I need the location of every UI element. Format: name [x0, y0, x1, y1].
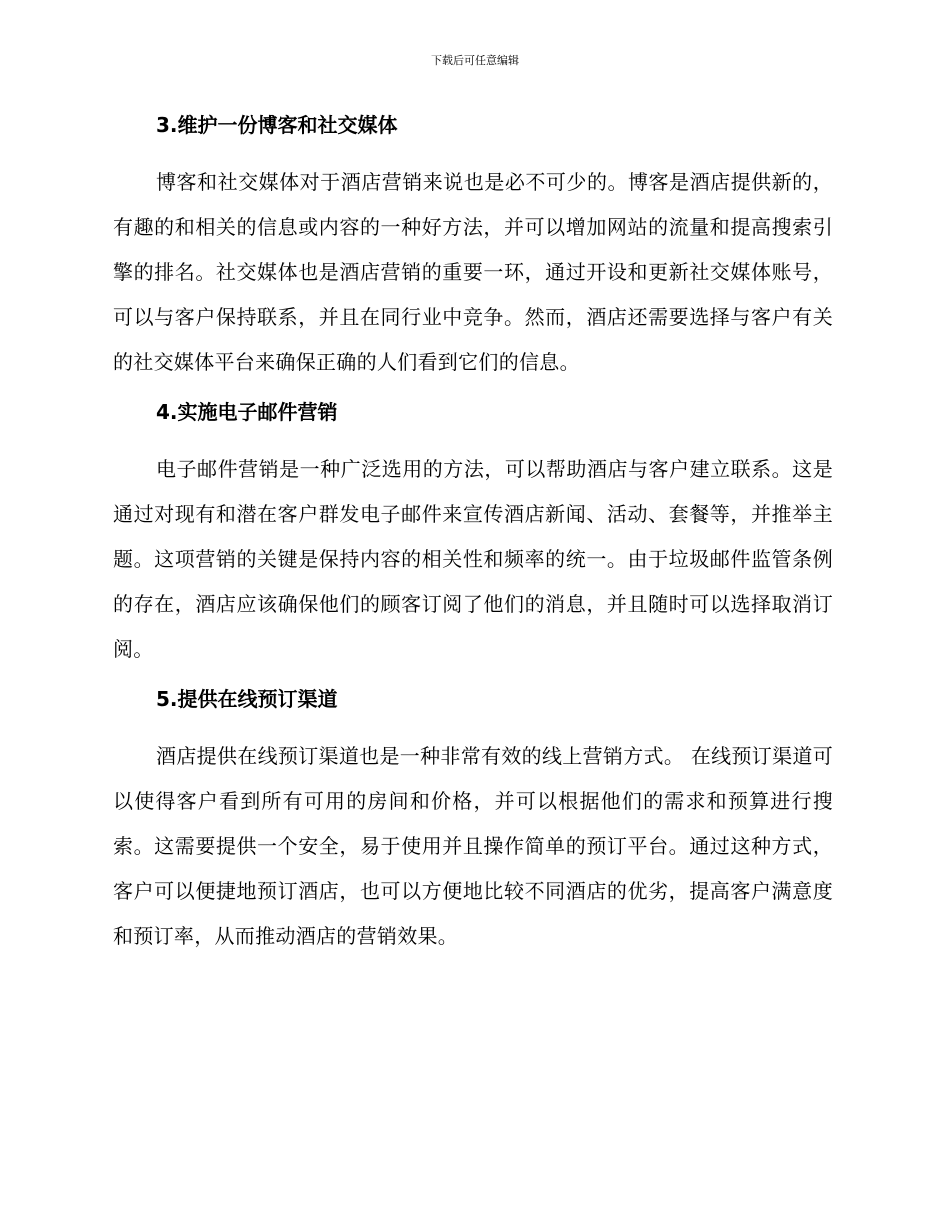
section-blog-social: [113, 110, 833, 385]
page-header: 下载后可任意编辑: [431, 54, 519, 67]
section-heading: 5.提供在线预订渠道: [156, 687, 338, 711]
section-paragraph: 酒店提供在线预订渠道也是一种非常有效的线上营销方式。 在线预订渠道可以使得客户看到所有可用的房间和价格，并可以根据他们的需求和预算进行搜索。这需要提供一个安全，易于使用并且操作简单的预订平台。通过这种方式，客户可以便捷地预订酒店，也可以方便地比较不同酒店的优劣，提高客户满意度和预订率，从而推动酒店的营销效果。: [113, 744, 833, 948]
section-email-marketing: [113, 397, 833, 672]
section-paragraph: 博客和社交媒体对于酒店营销来说也是必不可少的。博客是酒店提供新的，有趣的和相关的信息或内容的一种好方法，并可以增加网站的流量和提高搜索引擎的排名。社交媒体也是酒店营销的重要一环，通过开设和更新社交媒体账号，可以与客户保持联系，并且在同行业中竞争。然而，酒店还需要选择与客户有关的社交媒体平台来确保正确的人们看到它们的信息。: [113, 170, 833, 374]
document-body: [113, 110, 833, 971]
section-heading: 4.实施电子邮件营销: [156, 400, 338, 424]
section-heading: 3.维护一份博客和社交媒体: [156, 113, 398, 137]
section-paragraph: 电子邮件营销是一种广泛选用的方法，可以帮助酒店与客户建立联系。这是通过对现有和潜在客户群发电子邮件来宣传酒店新闻、活动、套餐等，并推举主题。这项营销的关键是保持内容的相关性和频率的统一。由于垃圾邮件监管条例的存在，酒店应该确保他们的顾客订阅了他们的消息，并且随时可以选择取消订阅。: [113, 457, 833, 661]
section-online-booking: [113, 684, 833, 959]
